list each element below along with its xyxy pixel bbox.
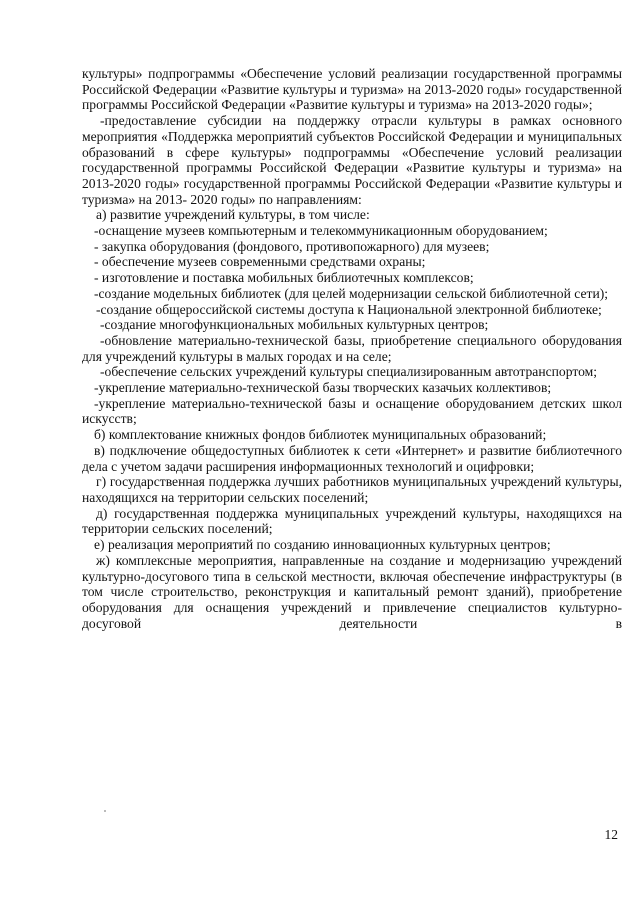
list-item: -укрепление материально-технической базы и оснащение оборудованием детских школ искусств; [82,395,622,427]
list-item: -обновление материально-технической базы, приобретение специального оборудования для учреждений культуры в малых городах и на селе; [82,332,622,364]
list-item: в) подключение общедоступных библиотек к сети «Интернет» и развитие библиотечного дела с учетом задачи расширения информационных технологий и оцифровки; [82,442,622,474]
list-item: -создание модельных библиотек (для целей модернизации сельской библиотечной сети); [94,285,609,301]
list-item: е) реализация мероприятий по созданию инновационных культурных центров; [94,537,551,553]
paragraph: -предоставление субсидии на поддержку отрасли культуры в рамках основного мероприятия «Поддержка мероприятий субъектов Российской Федерации и муниципальных образований в сфере культуры» подпрограммы «Обеспечение условий реализации государственной программы Российской Федерации «Развитие культуры и туризма» на 2013-2020 годы» государственной программы Российской Федерации «Развитие культуры и туризма» на 2013- 2020 годы» по направлениям: [82,113,622,207]
page-number: 12 [604,827,618,842]
list-item: а) развитие учреждений культуры, в том числе: [96,207,370,223]
list-item: ж) комплексные мероприятия, направленные на создание и модернизацию учреждений культурно-досугового типа в сельской местности, включая обеспечение инфраструктуры (в том числе строительство, реконструкция и капитальный ремонт зданий), приобретение оборудования для оснащения учреждений и привлечение специалистов культурно-досуговой деятельности в [82,552,622,631]
list-item: б) комплектование книжных фондов библиотек муниципальных образований; [94,427,547,443]
scan-speck [104,810,106,812]
list-item: -оснащение музеев компьютерным и телекоммуникационным оборудованием; [94,223,548,239]
list-item: -обеспечение сельских учреждений культуры специализированным автотранспортом; [100,364,598,380]
list-item: - обеспечение музеев современными средствами охраны; [94,254,426,270]
list-item: д) государственная поддержка муниципальных учреждений культуры, находящихся на территории сельских поселений; [82,505,622,537]
list-item: - изготовление и поставка мобильных библиотечных комплексов; [94,270,474,286]
list-item: г) государственная поддержка лучших работников муниципальных учреждений культуры, находящихся на территории сельских поселений; [82,474,622,505]
list-item: -укрепление материально-технической базы творческих казачьих коллективов; [94,380,552,396]
document-body [82,66,622,631]
list-item: - закупка оборудования (фондового, противопожарного) для музеев; [94,238,490,254]
list-item: -создание многофункциональных мобильных культурных центров; [100,317,489,333]
paragraph: культуры» подпрограммы «Обеспечение условий реализации государственной программы Российской Федерации «Развитие культуры и туризма» на 2013-2020 годы» государственной программы Российской Федерации «Развитие культуры и туризма» на 2013-2020 годы»; [82,66,622,113]
list-item: -создание общероссийской системы доступа к Национальной электронной библиотеке; [96,301,602,317]
